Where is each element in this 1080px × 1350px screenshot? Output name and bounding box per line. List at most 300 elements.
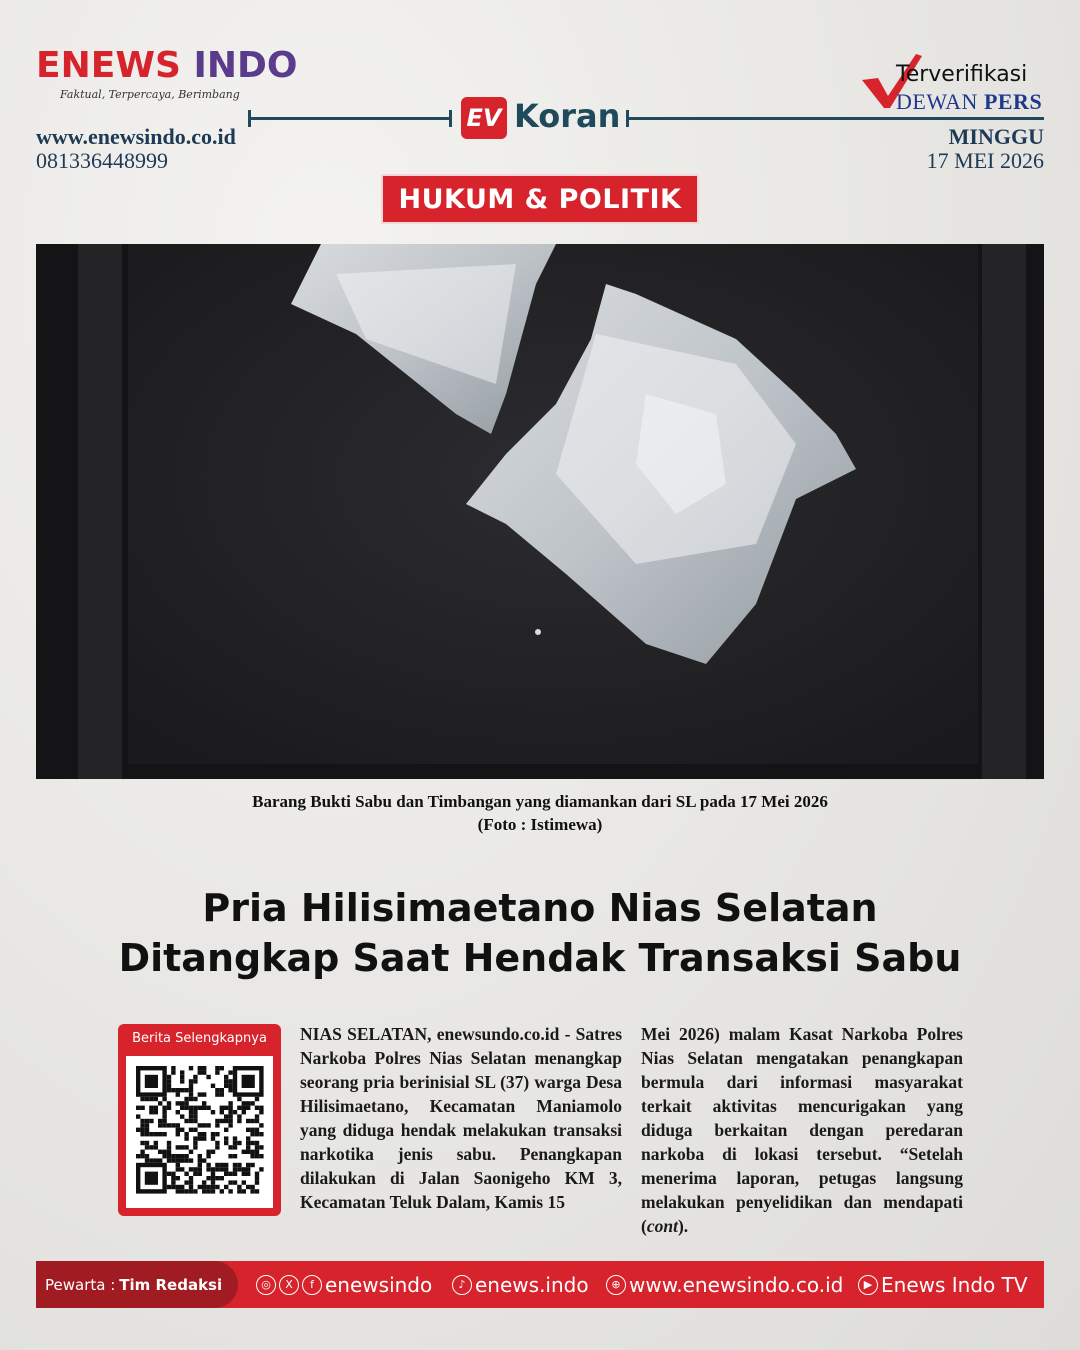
qr-module (189, 1150, 193, 1154)
qr-module (193, 1119, 197, 1123)
qr-module (193, 1145, 197, 1149)
qr-module (220, 1110, 224, 1114)
qr-module (154, 1106, 158, 1110)
qr-module (154, 1158, 158, 1162)
qr-module (158, 1150, 162, 1154)
qr-module (145, 1097, 149, 1101)
qr-module (246, 1141, 250, 1145)
issue-day: MINGGU (948, 124, 1044, 149)
qr-module (255, 1119, 259, 1123)
qr-module (246, 1172, 250, 1176)
social-handle: enewsindo (325, 1272, 433, 1297)
qr-module (145, 1158, 149, 1162)
qr-module (215, 1119, 219, 1123)
qr-module (193, 1128, 197, 1132)
qr-module (140, 1106, 144, 1110)
qr-module (184, 1119, 188, 1123)
qr-module (176, 1189, 180, 1193)
qr-module (198, 1172, 202, 1176)
qr-module (237, 1114, 241, 1118)
qr-module (206, 1176, 210, 1180)
qr-module (193, 1114, 197, 1118)
qr-module (176, 1088, 180, 1092)
qr-module (215, 1141, 219, 1145)
qr-module (215, 1066, 219, 1070)
qr-module (189, 1079, 193, 1083)
qr-module (224, 1114, 228, 1118)
qr-module (162, 1097, 166, 1101)
qr-module (224, 1084, 228, 1088)
qr-module (198, 1070, 202, 1074)
qr-module (158, 1119, 162, 1123)
qr-module (250, 1163, 254, 1167)
qr-module (140, 1132, 144, 1136)
qr-module (224, 1106, 228, 1110)
qr-module (259, 1132, 263, 1136)
qr-module (176, 1101, 180, 1105)
qr-module (220, 1066, 224, 1070)
qr-module (189, 1110, 193, 1114)
qr-module (228, 1154, 232, 1158)
qr-module (180, 1158, 184, 1162)
qr-module (193, 1136, 197, 1140)
qr-module (176, 1167, 180, 1171)
qr-finder (145, 1075, 158, 1088)
qr-module (237, 1189, 241, 1193)
qr-module (206, 1167, 210, 1171)
qr-module (255, 1145, 259, 1149)
qr-module (149, 1158, 153, 1162)
qr-module (162, 1114, 166, 1118)
qr-module (246, 1136, 250, 1140)
qr-module (180, 1145, 184, 1149)
qr-module (259, 1106, 263, 1110)
verification-org (896, 89, 1042, 115)
qr-module (233, 1172, 237, 1176)
qr-module (149, 1097, 153, 1101)
qr-label: Berita Selengkapnya (132, 1031, 267, 1046)
qr-module (189, 1084, 193, 1088)
qr-module (189, 1106, 193, 1110)
qr-module (224, 1163, 228, 1167)
qr-module (211, 1167, 215, 1171)
social-link[interactable] (256, 1261, 432, 1308)
qr-module (233, 1141, 237, 1145)
qr-module (149, 1145, 153, 1149)
qr-module (228, 1106, 232, 1110)
qr-module (180, 1088, 184, 1092)
qr-module (145, 1123, 149, 1127)
qr-module (255, 1132, 259, 1136)
ev-logo-icon: EV (461, 97, 507, 139)
qr-module (167, 1141, 171, 1145)
qr-module (149, 1106, 153, 1110)
qr-module (202, 1158, 206, 1162)
verification-org-part1: DEWAN (896, 89, 978, 114)
qr-module (246, 1128, 250, 1132)
qr-module (228, 1180, 232, 1184)
qr-module (202, 1070, 206, 1074)
qr-module (233, 1163, 237, 1167)
qr-module (202, 1123, 206, 1127)
qr-module (211, 1084, 215, 1088)
qr-module (167, 1084, 171, 1088)
brand-tagline: Faktual, Terpercaya, Berimbang (60, 88, 240, 101)
qr-module (259, 1110, 263, 1114)
qr-module (198, 1163, 202, 1167)
qr-module (242, 1106, 246, 1110)
qr-module (255, 1128, 259, 1132)
qr-module (167, 1150, 171, 1154)
reporter-name: Tim Redaksi (119, 1275, 223, 1294)
qr-module (149, 1110, 153, 1114)
qr-module (136, 1114, 140, 1118)
qr-module (184, 1154, 188, 1158)
qr-module (228, 1079, 232, 1083)
qr-module (180, 1106, 184, 1110)
qr-module (176, 1176, 180, 1180)
qr-module (233, 1167, 237, 1171)
youtube-icon: ▶ (858, 1275, 878, 1295)
qr-module (215, 1123, 219, 1127)
qr-code[interactable] (126, 1056, 273, 1208)
qr-module (228, 1088, 232, 1092)
qr-module (189, 1180, 193, 1184)
qr-finder (145, 1172, 158, 1185)
tiktok-link[interactable] (452, 1261, 589, 1308)
issue-date: 17 MEI 2026 (926, 148, 1044, 173)
qr-module (171, 1172, 175, 1176)
qr-module (162, 1150, 166, 1154)
qr-module (202, 1106, 206, 1110)
qr-module (211, 1180, 215, 1184)
qr-module (176, 1158, 180, 1162)
qr-module (176, 1163, 180, 1167)
qr-module (202, 1185, 206, 1189)
qr-module (149, 1119, 153, 1123)
qr-module (171, 1088, 175, 1092)
qr-module (184, 1136, 188, 1140)
qr-module (215, 1163, 219, 1167)
qr-module (215, 1176, 219, 1180)
qr-module (140, 1128, 144, 1132)
qr-module (184, 1189, 188, 1193)
qr-module (154, 1132, 158, 1136)
qr-module (167, 1158, 171, 1162)
qr-module (250, 1150, 254, 1154)
qr-module (193, 1079, 197, 1083)
qr-module (167, 1088, 171, 1092)
x-icon: X (279, 1275, 299, 1295)
qr-module (198, 1185, 202, 1189)
qr-module (215, 1132, 219, 1136)
qr-module (206, 1123, 210, 1127)
qr-module (180, 1070, 184, 1074)
qr-module (154, 1141, 158, 1145)
qr-module (176, 1123, 180, 1127)
qr-module (228, 1070, 232, 1074)
qr-module (171, 1154, 175, 1158)
qr-module (176, 1110, 180, 1114)
qr-module (255, 1180, 259, 1184)
qr-module (250, 1128, 254, 1132)
qr-module (215, 1185, 219, 1189)
qr-module (162, 1154, 166, 1158)
qr-module (176, 1128, 180, 1132)
qr-module (198, 1158, 202, 1162)
qr-module (189, 1088, 193, 1092)
qr-module (167, 1154, 171, 1158)
qr-finder (242, 1075, 255, 1088)
qr-module (250, 1132, 254, 1136)
qr-module (202, 1132, 206, 1136)
qr-module (215, 1070, 219, 1074)
qr-module (145, 1119, 149, 1123)
qr-module (167, 1075, 171, 1079)
qr-module (220, 1092, 224, 1096)
facebook-icon: f (302, 1275, 322, 1295)
qr-module (224, 1172, 228, 1176)
qr-module (184, 1172, 188, 1176)
qr-module (259, 1154, 263, 1158)
qr-module (246, 1185, 250, 1189)
qr-module (250, 1141, 254, 1145)
qr-module (228, 1172, 232, 1176)
qr-module (180, 1167, 184, 1171)
qr-module (167, 1101, 171, 1105)
qr-module (250, 1185, 254, 1189)
qr-module (211, 1172, 215, 1176)
qr-module (149, 1132, 153, 1136)
qr-module (167, 1145, 171, 1149)
continued-marker: cont (646, 1216, 678, 1236)
qr-module (224, 1141, 228, 1145)
qr-module (237, 1097, 241, 1101)
qr-module (193, 1097, 197, 1101)
qr-module (193, 1172, 197, 1176)
qr-module (171, 1123, 175, 1127)
qr-module (189, 1114, 193, 1118)
qr-module (228, 1110, 232, 1114)
qr-module (180, 1189, 184, 1193)
qr-module (220, 1119, 224, 1123)
qr-module (154, 1097, 158, 1101)
qr-module (246, 1101, 250, 1105)
qr-module (228, 1145, 232, 1149)
qr-module (158, 1101, 162, 1105)
qr-module (140, 1150, 144, 1154)
qr-module (224, 1079, 228, 1083)
qr-module (206, 1163, 210, 1167)
qr-module (136, 1128, 140, 1132)
qr-module (189, 1119, 193, 1123)
qr-module (211, 1136, 215, 1140)
qr-module (255, 1189, 259, 1193)
brand-website: www.enewsindo.co.id (36, 124, 236, 149)
qr-module (202, 1136, 206, 1140)
qr-module (255, 1097, 259, 1101)
qr-module (250, 1154, 254, 1158)
qr-module (250, 1101, 254, 1105)
qr-module (255, 1114, 259, 1118)
qr-module (242, 1189, 246, 1193)
qr-module (193, 1106, 197, 1110)
qr-module (220, 1163, 224, 1167)
qr-module (237, 1141, 241, 1145)
qr-module (176, 1092, 180, 1096)
qr-module (184, 1088, 188, 1092)
qr-module (242, 1101, 246, 1105)
qr-module (154, 1110, 158, 1114)
qr-module (167, 1123, 171, 1127)
qr-module (246, 1150, 250, 1154)
qr-module (189, 1097, 193, 1101)
headline-line2: Ditangkap Saat Hendak Transaksi Sabu (118, 936, 962, 980)
qr-module (215, 1167, 219, 1171)
qr-module (255, 1172, 259, 1176)
website-link[interactable] (606, 1261, 843, 1308)
qr-module (189, 1066, 193, 1070)
qr-module (193, 1075, 197, 1079)
tiktok-icon: ♪ (452, 1275, 472, 1295)
qr-module (171, 1176, 175, 1180)
qr-module (171, 1066, 175, 1070)
headline-line1: Pria Hilisimaetano Nias Selatan (202, 886, 878, 930)
qr-module (140, 1097, 144, 1101)
brand-phone: 081336448999 (36, 148, 168, 173)
qr-module (211, 1132, 215, 1136)
qr-module (255, 1106, 259, 1110)
qr-module (167, 1185, 171, 1189)
qr-module (211, 1110, 215, 1114)
qr-module (193, 1167, 197, 1171)
qr-module (171, 1185, 175, 1189)
footer-bar (36, 1261, 1044, 1308)
qr-module (259, 1145, 263, 1149)
qr-module (237, 1119, 241, 1123)
qr-module (255, 1150, 259, 1154)
qr-module (237, 1106, 241, 1110)
qr-module (180, 1154, 184, 1158)
qr-module (189, 1128, 193, 1132)
qr-module (180, 1114, 184, 1118)
qr-module (136, 1106, 140, 1110)
qr-module (184, 1132, 188, 1136)
qr-module (224, 1185, 228, 1189)
qr-module (180, 1128, 184, 1132)
qr-module (211, 1189, 215, 1193)
category-badge: HUKUM & POLITIK (381, 174, 699, 224)
qr-module (180, 1185, 184, 1189)
qr-module (189, 1176, 193, 1180)
qr-module (202, 1101, 206, 1105)
qr-module (180, 1101, 184, 1105)
qr-module (162, 1110, 166, 1114)
qr-module (145, 1145, 149, 1149)
qr-module (145, 1141, 149, 1145)
qr-module (145, 1154, 149, 1158)
qr-module (154, 1145, 158, 1149)
header-rule-right (626, 117, 1044, 120)
qr-module (242, 1150, 246, 1154)
qr-module (176, 1145, 180, 1149)
qr-module (228, 1114, 232, 1118)
qr-module (220, 1167, 224, 1171)
qr-module (136, 1154, 140, 1158)
photo-credit: (Foto : Istimewa) (477, 815, 603, 834)
qr-module (237, 1163, 241, 1167)
qr-module (206, 1075, 210, 1079)
qr-module (211, 1150, 215, 1154)
qr-module (228, 1189, 232, 1193)
youtube-link[interactable] (858, 1261, 1028, 1308)
qr-module (246, 1167, 250, 1171)
qr-module (202, 1066, 206, 1070)
qr-module (206, 1189, 210, 1193)
brand-name-part2: INDO (193, 45, 298, 86)
section-name: Koran (514, 97, 621, 135)
qr-module (224, 1075, 228, 1079)
qr-module (224, 1167, 228, 1171)
qr-module (211, 1185, 215, 1189)
qr-module (162, 1123, 166, 1127)
qr-module (259, 1123, 263, 1127)
qr-module (189, 1092, 193, 1096)
qr-module (198, 1132, 202, 1136)
qr-module (176, 1185, 180, 1189)
qr-module (228, 1101, 232, 1105)
news-photo (36, 244, 1044, 779)
qr-module (215, 1088, 219, 1092)
qr-module (233, 1180, 237, 1184)
qr-module (140, 1119, 144, 1123)
evidence-photo-image (36, 244, 1044, 779)
qr-module (246, 1145, 250, 1149)
qr-module (189, 1189, 193, 1193)
qr-module (167, 1106, 171, 1110)
qr-module (215, 1092, 219, 1096)
qr-module (198, 1167, 202, 1171)
qr-module (246, 1163, 250, 1167)
qr-module (220, 1176, 224, 1180)
verification-label: Terverifikasi (896, 62, 1028, 87)
qr-module (202, 1092, 206, 1096)
qr-module (242, 1180, 246, 1184)
qr-module (184, 1101, 188, 1105)
headline (36, 883, 1044, 983)
qr-module (145, 1132, 149, 1136)
verification-org-part2: PERS (983, 89, 1043, 114)
qr-module (220, 1106, 224, 1110)
qr-module (180, 1075, 184, 1079)
qr-module (167, 1172, 171, 1176)
qr-module (193, 1110, 197, 1114)
qr-module (259, 1167, 263, 1171)
qr-module (162, 1119, 166, 1123)
qr-module (215, 1145, 219, 1149)
qr-module (202, 1189, 206, 1193)
qr-module (140, 1123, 144, 1127)
qr-module (220, 1189, 224, 1193)
qr-module (158, 1123, 162, 1127)
qr-module (233, 1145, 237, 1149)
tiktok-handle: enews.indo (475, 1272, 589, 1297)
qr-code-image (126, 1056, 273, 1208)
qr-card[interactable] (118, 1024, 281, 1216)
reporter-label: Pewarta : (45, 1275, 116, 1294)
qr-module (189, 1167, 193, 1171)
qr-module (228, 1123, 232, 1127)
